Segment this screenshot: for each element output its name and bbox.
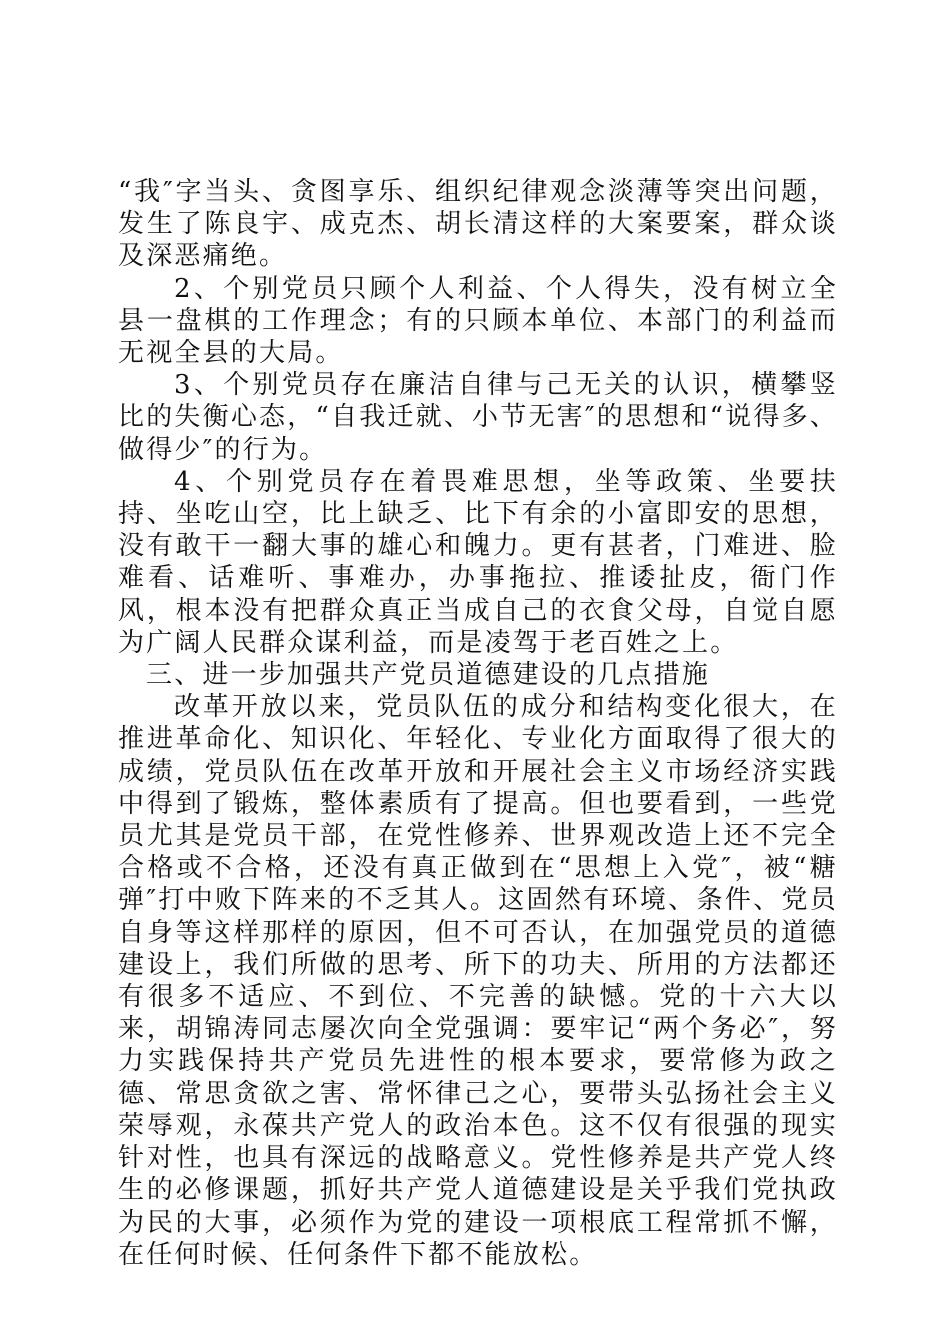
paragraph-reform: 改革开放以来，党员队伍的成分和结构变化很大，在推进革命化、知识化、年轻化、专业化方面取得了很大的成绩，党员队伍在改革开放和开展社会主义市场经济实践中得到了锻炼，整体素质有了提高。但也要看到，一些党员尤其是党员干部，在党性修养、世界观改造上还不完全合格或不合格，还没有真正做到在“思想上入党″，被“糖弹″打中败下阵来的不乏其人。这固然有环境、条件、党员自身等这样那样的原因，但不可否认，在加强党员的道德建设上，我们所做的思考、所下的功夫、所用的方法都还有很多不适应、不到位、不完善的缺憾。党的十六大以来，胡锦涛同志屡次向全党强调：要牢记“两个务必″，努力实践保持共产党员先进性的根本要求，要常修为政之德、常思贪欲之害、常怀律己之心，要带头弘扬社会主义荣辱观，永葆共产党人的政治本色。这不仅有很强的现实针对性，也具有深远的战略意义。党性修养是共产党人终生的必修课题，抓好共产党人道德建设是关乎我们党执政为民的大事，必须作为党的建设一项根底工程常抓不懈，在任何时候、任何条件下都不能放松。 xyxy=(118,692,838,1270)
paragraph-continuation: “我″字当头、贪图享乐、组织纪律观念淡薄等突出问题，发生了陈良宇、成克杰、胡长清这样的大案要案，群众谈及深恶痛绝。 xyxy=(118,177,838,272)
paragraph-item-4: 4、个别党员存在着畏难思想，坐等政策、坐要扶持、坐吃山空，比上缺乏、比下有余的小富即安的思想，没有敢干一翻大事的雄心和魄力。更有甚者，门难进、脸难看、话难听、事难办，办事拖拉、推诿扯皮，衙门作风，根本没有把群众真正当成自己的衣食父母，自觉自愿为广阔人民群众谋利益，而是凌驾于老百姓之上。 xyxy=(118,466,838,658)
document-body xyxy=(118,176,838,1271)
paragraph-item-2: 2、个别党员只顾个人利益、个人得失，没有树立全县一盘棋的工作理念；有的只顾本单位、本部门的利益而无视全县的大局。 xyxy=(118,273,838,369)
section-heading: 三、进一步加强共产党员道德建设的几点措施 xyxy=(146,660,711,691)
paragraph-item-3: 3、个别党员存在廉洁自律与己无关的认识，横攀竖比的失衡心态，“自我迁就、小节无害″的思想和“说得多、做得少″的行为。 xyxy=(118,370,838,465)
